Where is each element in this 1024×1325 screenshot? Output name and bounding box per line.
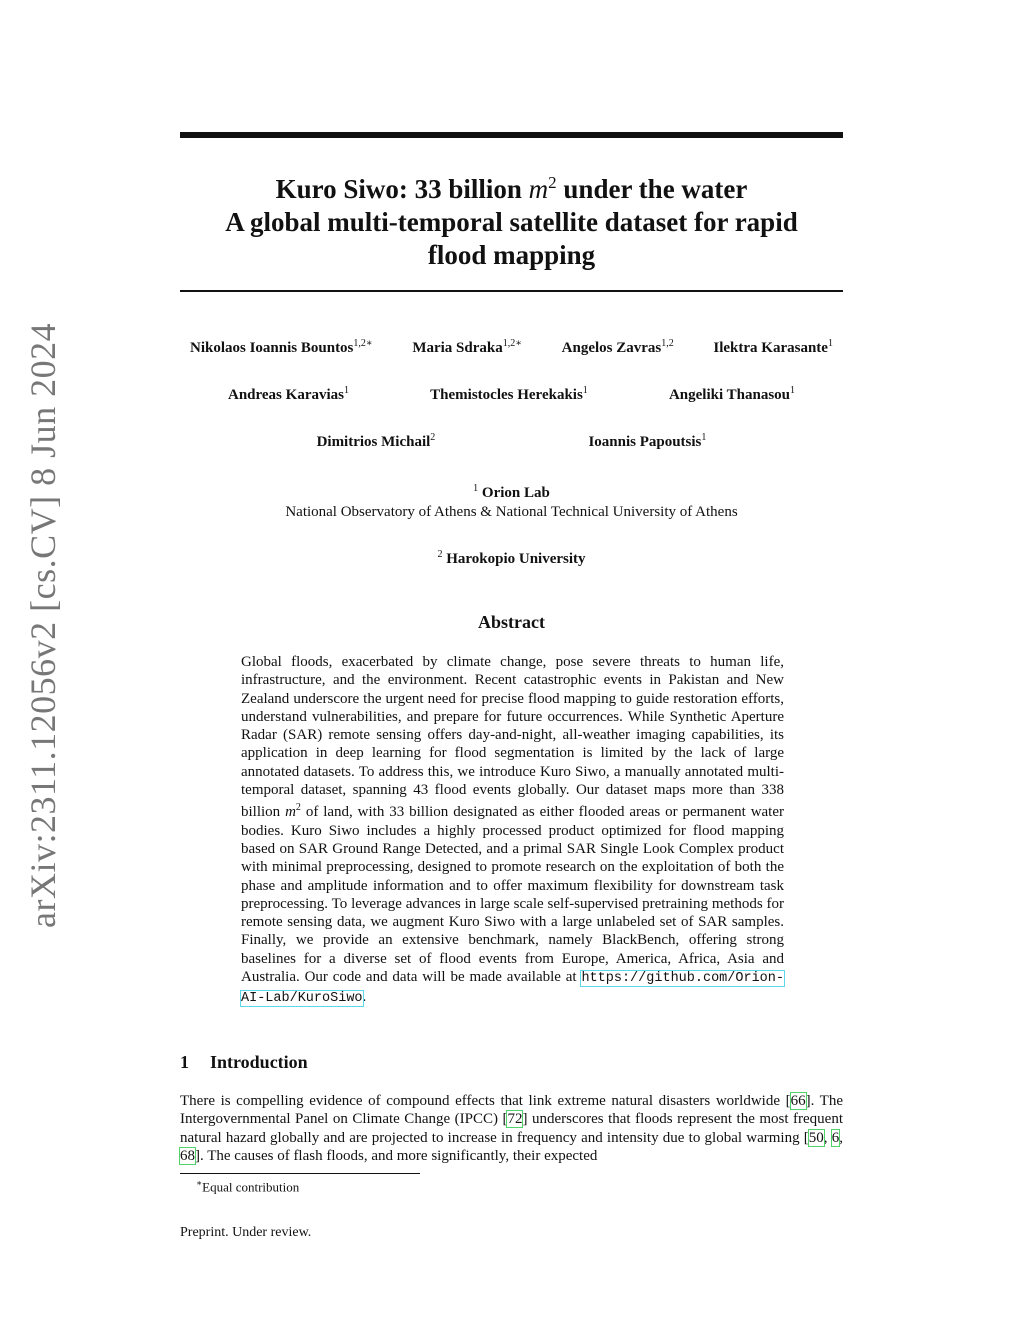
author-row-1 [180,338,843,357]
code-link[interactable]: https://github.com/Orion-AI-Lab/KuroSiwo [241,971,784,1007]
author: Andreas Karavias$^1$ [228,385,349,403]
author: Angelos Zavras$^{1,2}$ [561,338,674,356]
footnote: ∗Equal contribution [196,1178,300,1195]
abstract-heading: Abstract [478,612,545,632]
author: Maria Sdraka$^{1,2∗}$ [412,338,523,356]
author: Dimitrios Michail$^2$ [316,432,436,450]
author: Ioannis Papoutsis$^1$ [588,432,707,450]
affiliation-2: $^2$ Harokopio University [437,549,586,567]
footnote-rule [180,1173,420,1174]
title-top-rule [180,132,843,138]
citation-link[interactable]: 72 [507,1111,523,1128]
introduction-paragraph: There is compelling evidence of compound effects that link extreme natural disasters worldwide [66]. The Intergovernmental Panel on Climate Change (IPCC) [72] underscores that floods represent the most frequent natural hazard globally and are projected to increase in frequency and intensity due to global warming [50, 6, 68]. The causes of flash floods, and more significantly, their expected [180,1093,844,1164]
author-row-2 [180,385,843,404]
citation-link[interactable]: 68 [180,1147,195,1164]
author: Themistocles Herekakis$^1$ [430,385,588,403]
author: Ilektra Karasante$^1$ [713,338,833,356]
arxiv-side-label: arXiv:2311.12056v2 [cs.CV] 8 Jun 2024 [23,322,63,928]
section-heading-introduction: 1 Introduction [180,1052,308,1072]
author: Angeliki Thanasou$^1$ [668,385,795,403]
citation-link[interactable]: 66 [790,1093,806,1109]
author-row-3 [180,432,843,451]
citation-link[interactable]: 6 [831,1129,840,1146]
author: Nikolaos Ioannis Bountos$^{1,2∗}$ [190,338,373,356]
title-bottom-rule [180,290,843,292]
citation-link[interactable]: 50 [808,1129,824,1146]
paper-title: Kuro Siwo: 33 billion $m^2$ under the water A global multi-temporal satellite dataset for rapid flood mapping [225,173,798,270]
preprint-note: Preprint. Under review. [180,1225,312,1240]
abstract-body: Global floods, exacerbated by climate change, pose severe threats to human life, infrastructure, and the environment. Recent catastrophic events in Pakistan and New Zealand underscore the urgent need for precise flood mapping to guide restoration efforts, understand vulnerabilities, and prepare for future occurrences. While Synthetic Aperture Radar (SAR) remote sensing offers day-and-night, all-weather imaging capabilities, its application in deep learning for flood segmentation is limited by the lack of large annotated datasets. To address this, we introduce Kuro Siwo, a manually annotated multi-temporal dataset, spanning 43 flood events globally. Our dataset maps more than 338 billion $m^2$ of land, with 33 billion designated as either flooded areas or permanent water bodies. Kuro Siwo includes a highly processed product optimized for flood mapping based on SAR Ground Range Detected, and a primal SAR Single Look Complex product with minimal preprocessing, designed to promote research on the exploitation of both the phase and amplitude information and to offer maximum flexibility for downstream task preprocessing. To leverage advances in large scale self-supervised pretraining methods for remote sensing data, we augment Kuro Siwo with a large unlabeled set of SAR samples. Finally, we provide an extensive benchmark, namely BlackBench, offering strong baselines for a diverse set of flood events from Europe, America, Africa, Asia and Australia. Our code and data will be made available at https://github.com/Orion-AI-Lab/KuroSiwo. [241,654,785,1007]
affiliation-1: $^1$ Orion Lab National Observatory of Athens & National Technical University of Athens [285,483,738,520]
